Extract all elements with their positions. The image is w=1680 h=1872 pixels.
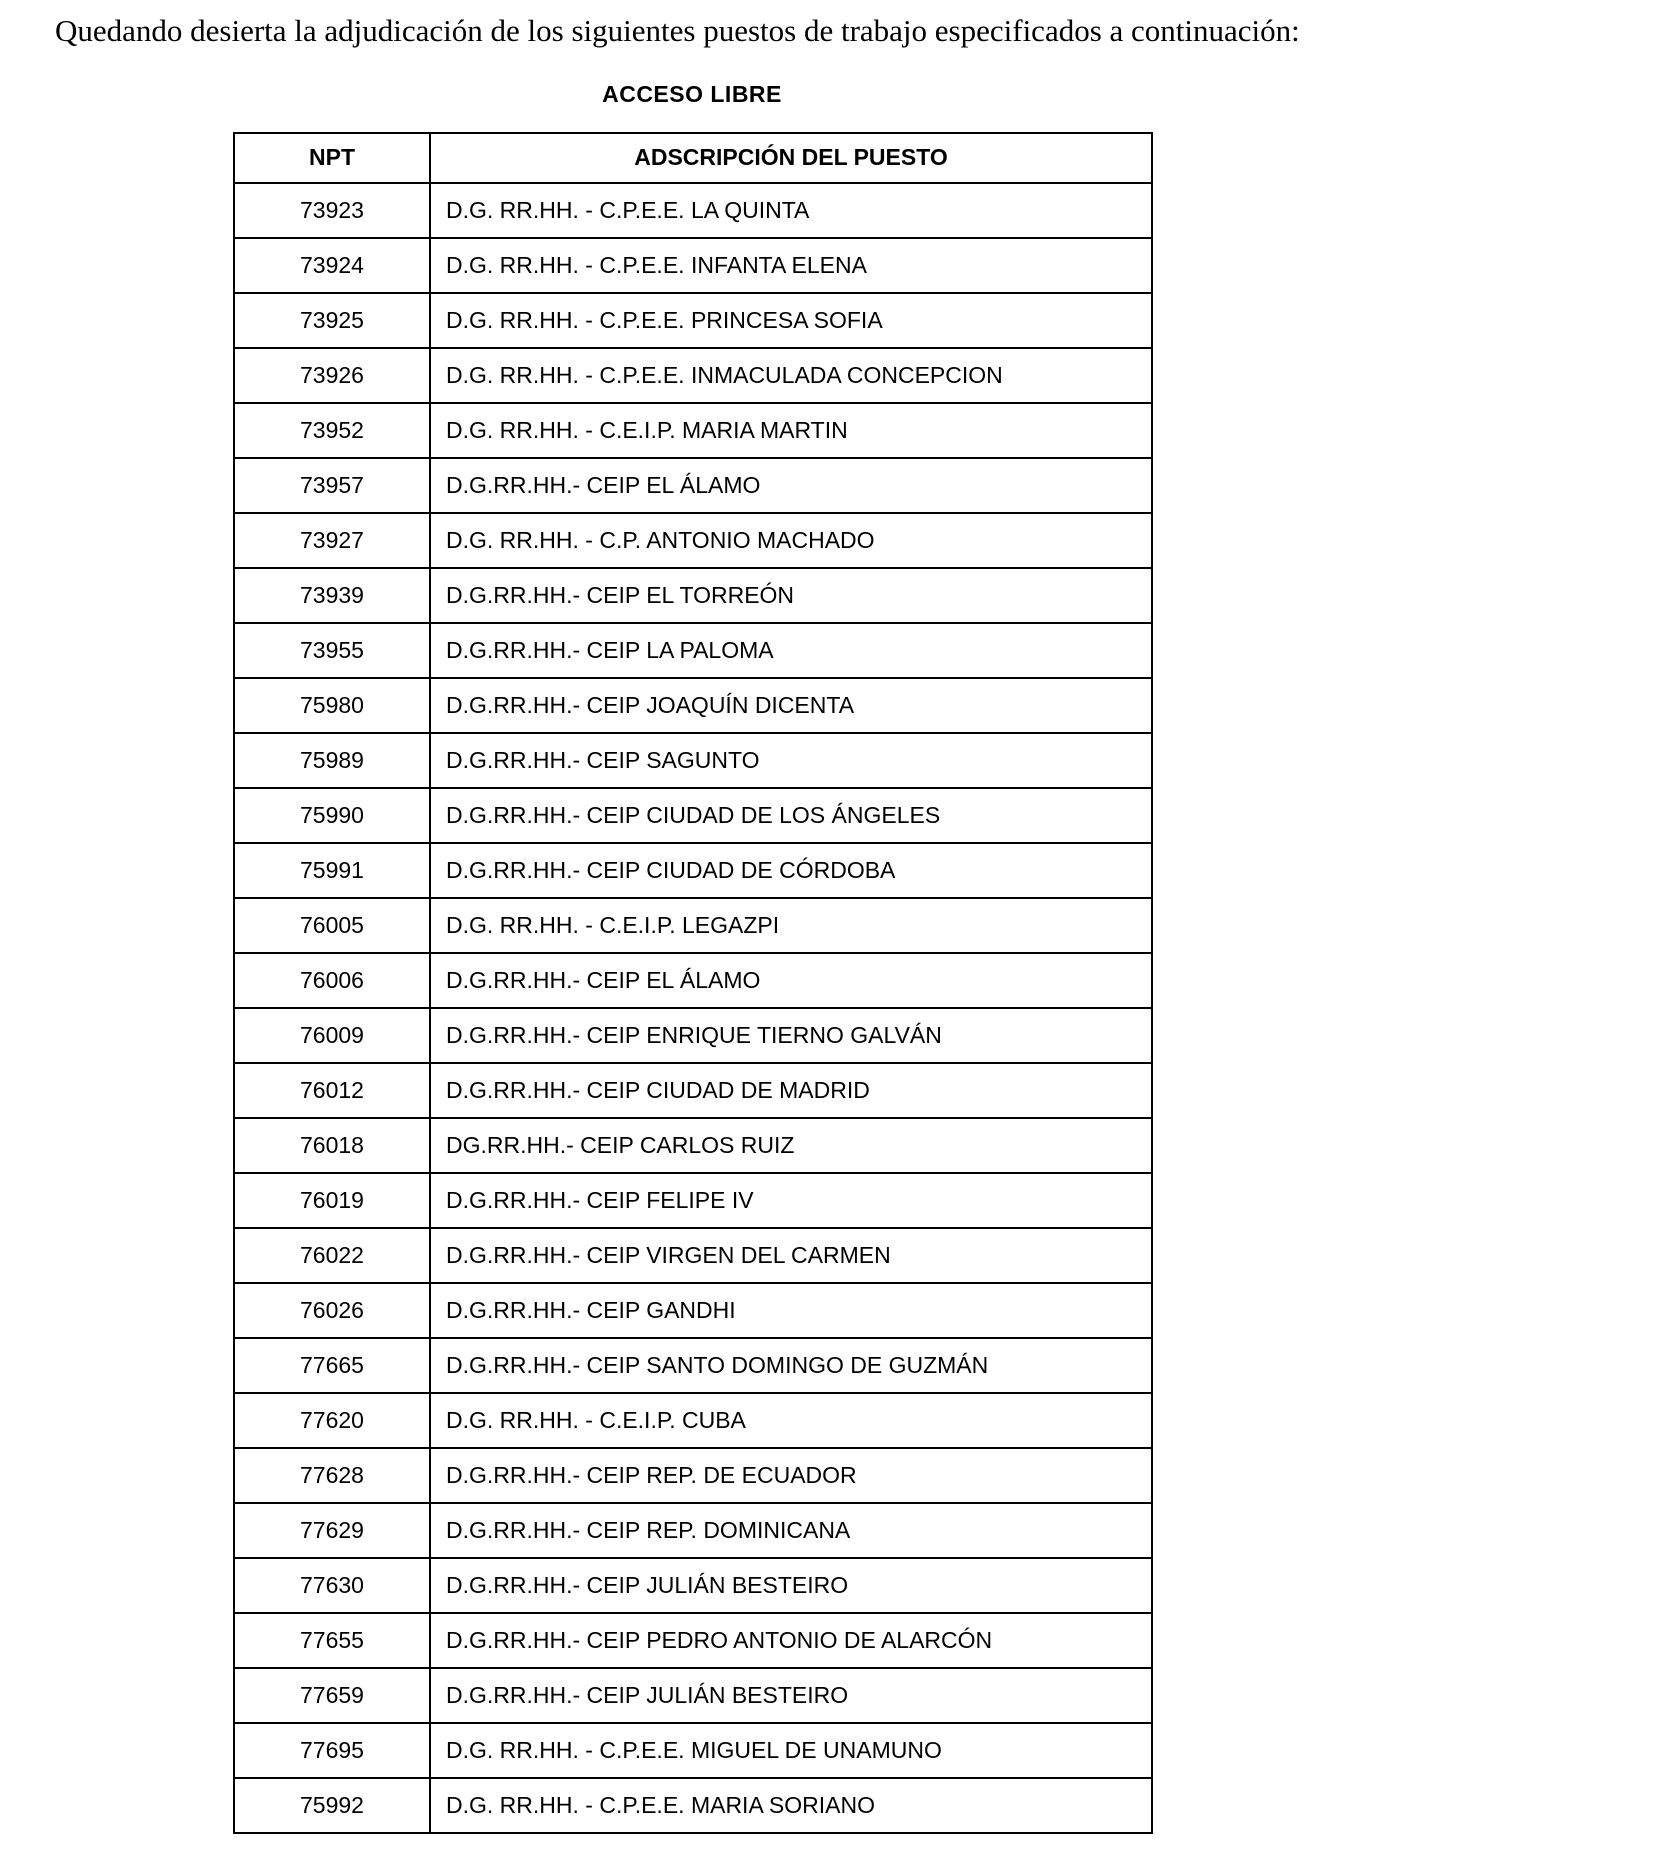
table-body: [234, 183, 1152, 1833]
adscripcion-cell: D.G.RR.HH.- CEIP CIUDAD DE CÓRDOBA: [430, 843, 1152, 898]
npt-cell: 76019: [234, 1173, 430, 1228]
npt-cell: 76009: [234, 1008, 430, 1063]
npt-cell: 73957: [234, 458, 430, 513]
npt-cell: 77659: [234, 1668, 430, 1723]
adscripcion-cell: D.G.RR.HH.- CEIP VIRGEN DEL CARMEN: [430, 1228, 1152, 1283]
vacant-posts-table: [233, 132, 1153, 1834]
table-row: [234, 1558, 1152, 1613]
adscripcion-cell: D.G.RR.HH.- CEIP JULIÁN BESTEIRO: [430, 1668, 1152, 1723]
table-row: [234, 1063, 1152, 1118]
adscripcion-cell: D.G.RR.HH.- CEIP EL ÁLAMO: [430, 458, 1152, 513]
adscripcion-cell: D.G.RR.HH.- CEIP JULIÁN BESTEIRO: [430, 1558, 1152, 1613]
adscripcion-cell: D.G. RR.HH. - C.E.I.P. CUBA: [430, 1393, 1152, 1448]
npt-cell: 75991: [234, 843, 430, 898]
adscripcion-cell: D.G. RR.HH. - C.P.E.E. INMACULADA CONCEPCION: [430, 348, 1152, 403]
adscripcion-cell: D.G. RR.HH. - C.P.E.E. MARIA SORIANO: [430, 1778, 1152, 1833]
npt-cell: 73939: [234, 568, 430, 623]
table-row: [234, 1503, 1152, 1558]
table-header: [234, 133, 1152, 183]
table-row: [234, 1173, 1152, 1228]
table-row: [234, 458, 1152, 513]
adscripcion-cell: D.G.RR.HH.- CEIP EL TORREÓN: [430, 568, 1152, 623]
npt-cell: 76012: [234, 1063, 430, 1118]
npt-cell: 73925: [234, 293, 430, 348]
table-row: [234, 733, 1152, 788]
npt-cell: 76005: [234, 898, 430, 953]
table-row: [234, 898, 1152, 953]
table-row: [234, 183, 1152, 238]
table-row: [234, 1283, 1152, 1338]
adscripcion-cell: D.G. RR.HH. - C.P.E.E. MIGUEL DE UNAMUNO: [430, 1723, 1152, 1778]
npt-cell: 77665: [234, 1338, 430, 1393]
npt-cell: 75989: [234, 733, 430, 788]
adscripcion-cell: D.G.RR.HH.- CEIP JOAQUÍN DICENTA: [430, 678, 1152, 733]
adscripcion-cell: D.G.RR.HH.- CEIP CIUDAD DE MADRID: [430, 1063, 1152, 1118]
adscripcion-cell: D.G.RR.HH.- CEIP EL ÁLAMO: [430, 953, 1152, 1008]
npt-cell: 77628: [234, 1448, 430, 1503]
adscripcion-cell: D.G. RR.HH. - C.P.E.E. PRINCESA SOFIA: [430, 293, 1152, 348]
adscripcion-cell: D.G.RR.HH.- CEIP GANDHI: [430, 1283, 1152, 1338]
npt-cell: 73952: [234, 403, 430, 458]
table-row: [234, 513, 1152, 568]
npt-cell: 73955: [234, 623, 430, 678]
adscripcion-cell: D.G. RR.HH. - C.P.E.E. LA QUINTA: [430, 183, 1152, 238]
table-row: [234, 1613, 1152, 1668]
npt-cell: 75980: [234, 678, 430, 733]
table-row: [234, 1778, 1152, 1833]
table-row: [234, 788, 1152, 843]
npt-cell: 75990: [234, 788, 430, 843]
adscripcion-cell: D.G.RR.HH.- CEIP SANTO DOMINGO DE GUZMÁN: [430, 1338, 1152, 1393]
table-row: [234, 568, 1152, 623]
adscripcion-cell: D.G.RR.HH.- CEIP ENRIQUE TIERNO GALVÁN: [430, 1008, 1152, 1063]
adscripcion-cell: D.G. RR.HH. - C.E.I.P. MARIA MARTIN: [430, 403, 1152, 458]
table-row: [234, 403, 1152, 458]
npt-cell: 77620: [234, 1393, 430, 1448]
table-row: [234, 1723, 1152, 1778]
npt-cell: 75992: [234, 1778, 430, 1833]
npt-cell: 76006: [234, 953, 430, 1008]
table-row: [234, 1448, 1152, 1503]
adscripcion-cell: D.G.RR.HH.- CEIP REP. DE ECUADOR: [430, 1448, 1152, 1503]
adscripcion-cell: D.G.RR.HH.- CEIP LA PALOMA: [430, 623, 1152, 678]
table-header-row: [234, 133, 1152, 183]
adscripcion-cell: D.G.RR.HH.- CEIP FELIPE IV: [430, 1173, 1152, 1228]
table-row: [234, 953, 1152, 1008]
adscripcion-cell: D.G.RR.HH.- CEIP SAGUNTO: [430, 733, 1152, 788]
table-row: [234, 623, 1152, 678]
table-row: [234, 1393, 1152, 1448]
npt-cell: 77655: [234, 1613, 430, 1668]
adscripcion-cell: D.G. RR.HH. - C.P.E.E. INFANTA ELENA: [430, 238, 1152, 293]
table-row: [234, 1118, 1152, 1173]
table-row: [234, 1338, 1152, 1393]
npt-column-header: NPT: [234, 133, 430, 183]
npt-cell: 76018: [234, 1118, 430, 1173]
table-row: [234, 1668, 1152, 1723]
intro-paragraph: Quedando desierta la adjudicación de los siguientes puestos de trabajo especificados a continuación:: [55, 13, 1300, 48]
npt-cell: 73927: [234, 513, 430, 568]
table-row: [234, 1228, 1152, 1283]
table-row: [234, 348, 1152, 403]
section-heading: ACCESO LIBRE: [602, 80, 782, 107]
adscripcion-cell: D.G. RR.HH. - C.E.I.P. LEGAZPI: [430, 898, 1152, 953]
table-row: [234, 843, 1152, 898]
npt-cell: 77629: [234, 1503, 430, 1558]
npt-cell: 73926: [234, 348, 430, 403]
table-row: [234, 1008, 1152, 1063]
npt-cell: 76022: [234, 1228, 430, 1283]
adscripcion-cell: D.G.RR.HH.- CEIP CIUDAD DE LOS ÁNGELES: [430, 788, 1152, 843]
adscripcion-cell: D.G. RR.HH. - C.P. ANTONIO MACHADO: [430, 513, 1152, 568]
adscripcion-column-header: ADSCRIPCIÓN DEL PUESTO: [430, 133, 1152, 183]
table-row: [234, 678, 1152, 733]
npt-cell: 73924: [234, 238, 430, 293]
npt-cell: 77695: [234, 1723, 430, 1778]
table-row: [234, 238, 1152, 293]
adscripcion-cell: D.G.RR.HH.- CEIP REP. DOMINICANA: [430, 1503, 1152, 1558]
adscripcion-cell: DG.RR.HH.- CEIP CARLOS RUIZ: [430, 1118, 1152, 1173]
npt-cell: 76026: [234, 1283, 430, 1338]
npt-cell: 77630: [234, 1558, 430, 1613]
adscripcion-cell: D.G.RR.HH.- CEIP PEDRO ANTONIO DE ALARCÓN: [430, 1613, 1152, 1668]
table-row: [234, 293, 1152, 348]
npt-cell: 73923: [234, 183, 430, 238]
